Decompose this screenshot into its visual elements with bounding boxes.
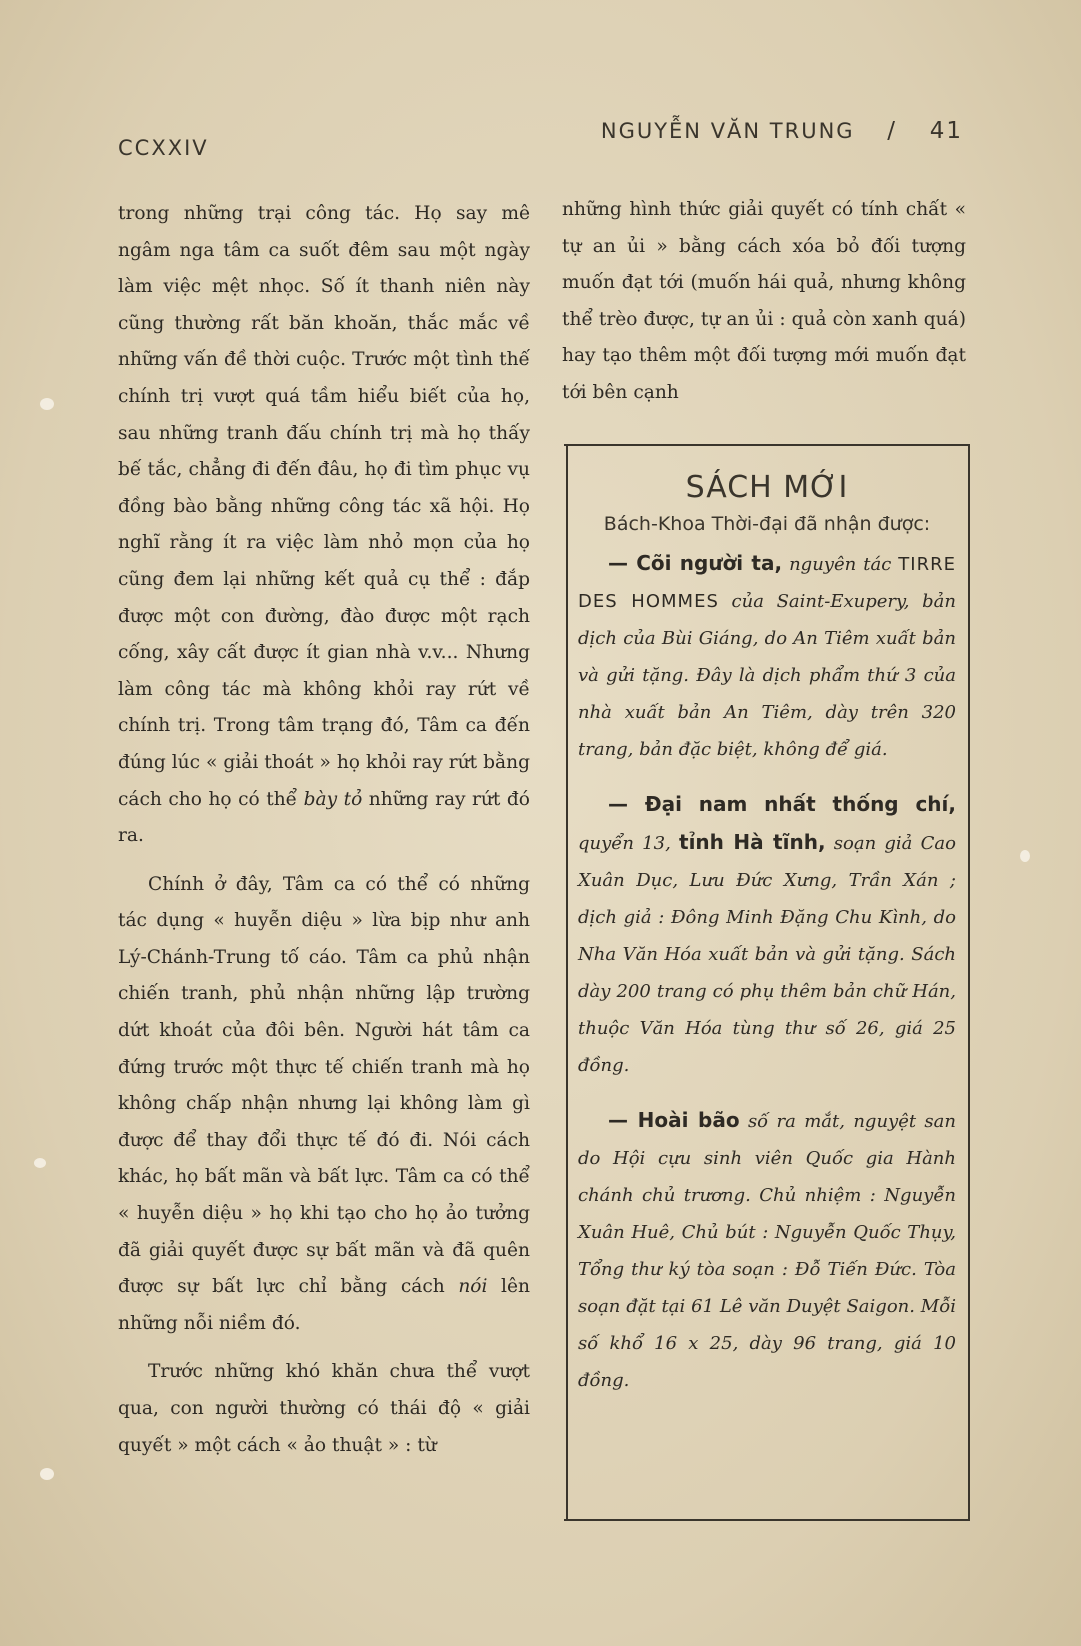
- left-column: [118, 196, 530, 1464]
- box-top-rule: [564, 444, 970, 446]
- book-entry-2-province: tỉnh Hà tĩnh,: [679, 830, 826, 854]
- book-entry-2-title: — Đại nam nhất thống chí,: [608, 792, 956, 816]
- right-column-text: những hình thức giải quyết có tính chất « tự an ủi » bằng cách xóa bỏ đối tượng muốn đạt tới (muốn hái quả, nhưng không thể trèo được, tự an ủi : quả còn xanh quá) hay tạo thêm một đối tượng mới muốn đạt tới bên cạnh: [562, 199, 966, 403]
- paragraph-3: Trước những khó khăn chưa thể vượt qua, con người thường có thái độ « giải quyết » một cách « ảo thuật » : từ: [118, 1361, 530, 1456]
- paper-speck: [1020, 850, 1030, 862]
- paragraph-2: [118, 867, 530, 1343]
- new-books-content: [578, 458, 956, 1417]
- header-issue-number: CCXXIV: [118, 136, 209, 160]
- new-books-subtitle: Bách-Khoa Thời-đại đã nhận được:: [603, 513, 931, 535]
- paper-speck: [40, 398, 54, 410]
- book-entry-1-text-b: của Saint-Exupery, bản dịch của Bùi Giáng, do An Tiêm xuất bản và gửi tặng. Đây là dịch phẩm thứ 3 của nhà xuất bản An Tiêm, dày trên 320 trang, bản đặc biệt, không để giá.: [578, 591, 956, 760]
- paper-speck: [34, 1158, 46, 1168]
- page-number: 41: [929, 118, 963, 144]
- book-entry-2: [578, 786, 956, 1084]
- book-entry-1: [578, 545, 956, 768]
- book-entry-1-title: — Cõi người ta,: [608, 551, 783, 575]
- header-author-name: NGUYỄN VĂN TRUNG: [600, 119, 855, 143]
- header-separator: /: [887, 118, 898, 144]
- book-entry-3: [578, 1102, 956, 1399]
- box-bottom-rule: [564, 1519, 970, 1521]
- book-entry-2-text-b: soạn giả Cao Xuân Dục, Lưu Đức Xưng, Trần Xán ; dịch giả : Đông Minh Đặng Chu Kình, do Nha Văn Hóa xuất bản và gửi tặng. Sách dày 200 trang có phụ thêm bản chữ Hán, thuộc Văn Hóa tùng thư số 26, giá 25 đồng.: [578, 833, 956, 1076]
- new-books-title: SÁCH MỚI: [685, 470, 849, 505]
- book-entry-1-original-title: TIRRE DES HOMMES: [578, 554, 956, 612]
- paper-speck: [40, 1468, 54, 1480]
- paragraph-2-emphasis: nói: [458, 1276, 488, 1298]
- paragraph-1-text: trong những trại công tác. Họ say mê ngâm nga tâm ca suốt đêm sau một ngày làm việc mệt nhọc. Số ít thanh niên này cũng thường rất băn khoăn, thắc mắc về những vấn đề thời cuộc. Trước một tình thế chính trị vượt quá tầm hiểu biết của họ, sau những tranh đấu chính trị mà họ thấy bế tắc, chẳng đi đến đâu, họ đi tìm phục vụ đồng bào bằng những công tác xã hội. Họ nghĩ rằng ít ra việc làm nhỏ mọn của họ cũng đem lại những kết quả cụ thể : đắp được một con đường, đào được một rạch cống, xây cất được ít gian nhà v.v... Nhưng làm công tác mà không khỏi ray rứt về chính trị. Trong tâm trạng đó, Tâm ca đến đúng lúc « giải thoát » họ khỏi ray rứt bằng cách cho họ có thể: [118, 203, 530, 810]
- book-entry-1-text-a: nguyên tác: [789, 554, 892, 575]
- paragraph-1: [118, 196, 530, 855]
- paragraph-1-emphasis: bày tỏ: [303, 788, 363, 810]
- paragraph-2-text: Chính ở đây, Tâm ca có thể có những tác dụng « huyễn diệu » lừa bịp như anh Lý-Chánh-Trung tố cáo. Tâm ca phủ nhận chiến tranh, phủ nhận những lập trường dứt khoát của đôi bên. Người hát tâm ca đứng trước một thực tế chiến tranh mà họ không chấp nhận nhưng lại không làm gì được để thay đổi thực tế đó đi. Nói cách khác, họ bất mãn và bất lực. Tâm ca có thể « huyễn diệu » họ khi tạo cho họ ảo tưởng đã giải quyết được sự bất mãn và đã quên được sự bất lực chỉ bằng cách: [118, 873, 530, 1298]
- paragraph-1-end: những ray rứt đó ra.: [118, 788, 530, 847]
- book-entry-3-text: số ra mắt, nguyệt san do Hội cựu sinh viên Quốc gia Hành chánh chủ trương. Chủ nhiệm : Nguyễn Xuân Huê, Chủ bút : Nguyễn Quốc Thụy, Tổng thư ký tòa soạn : Đỗ Tiến Đức. Tòa soạn đặt tại 61 Lê văn Duyệt Saigon. Mỗi số khổ 16 x 25, dày 96 trang, giá 10 đồng.: [578, 1111, 956, 1391]
- header-author: [601, 118, 963, 144]
- book-entry-2-text-a: quyển 13,: [578, 833, 671, 854]
- book-entry-3-title: — Hoài bão: [608, 1108, 740, 1132]
- paragraph-2-end: lên những nỗi niềm đó.: [118, 1276, 530, 1334]
